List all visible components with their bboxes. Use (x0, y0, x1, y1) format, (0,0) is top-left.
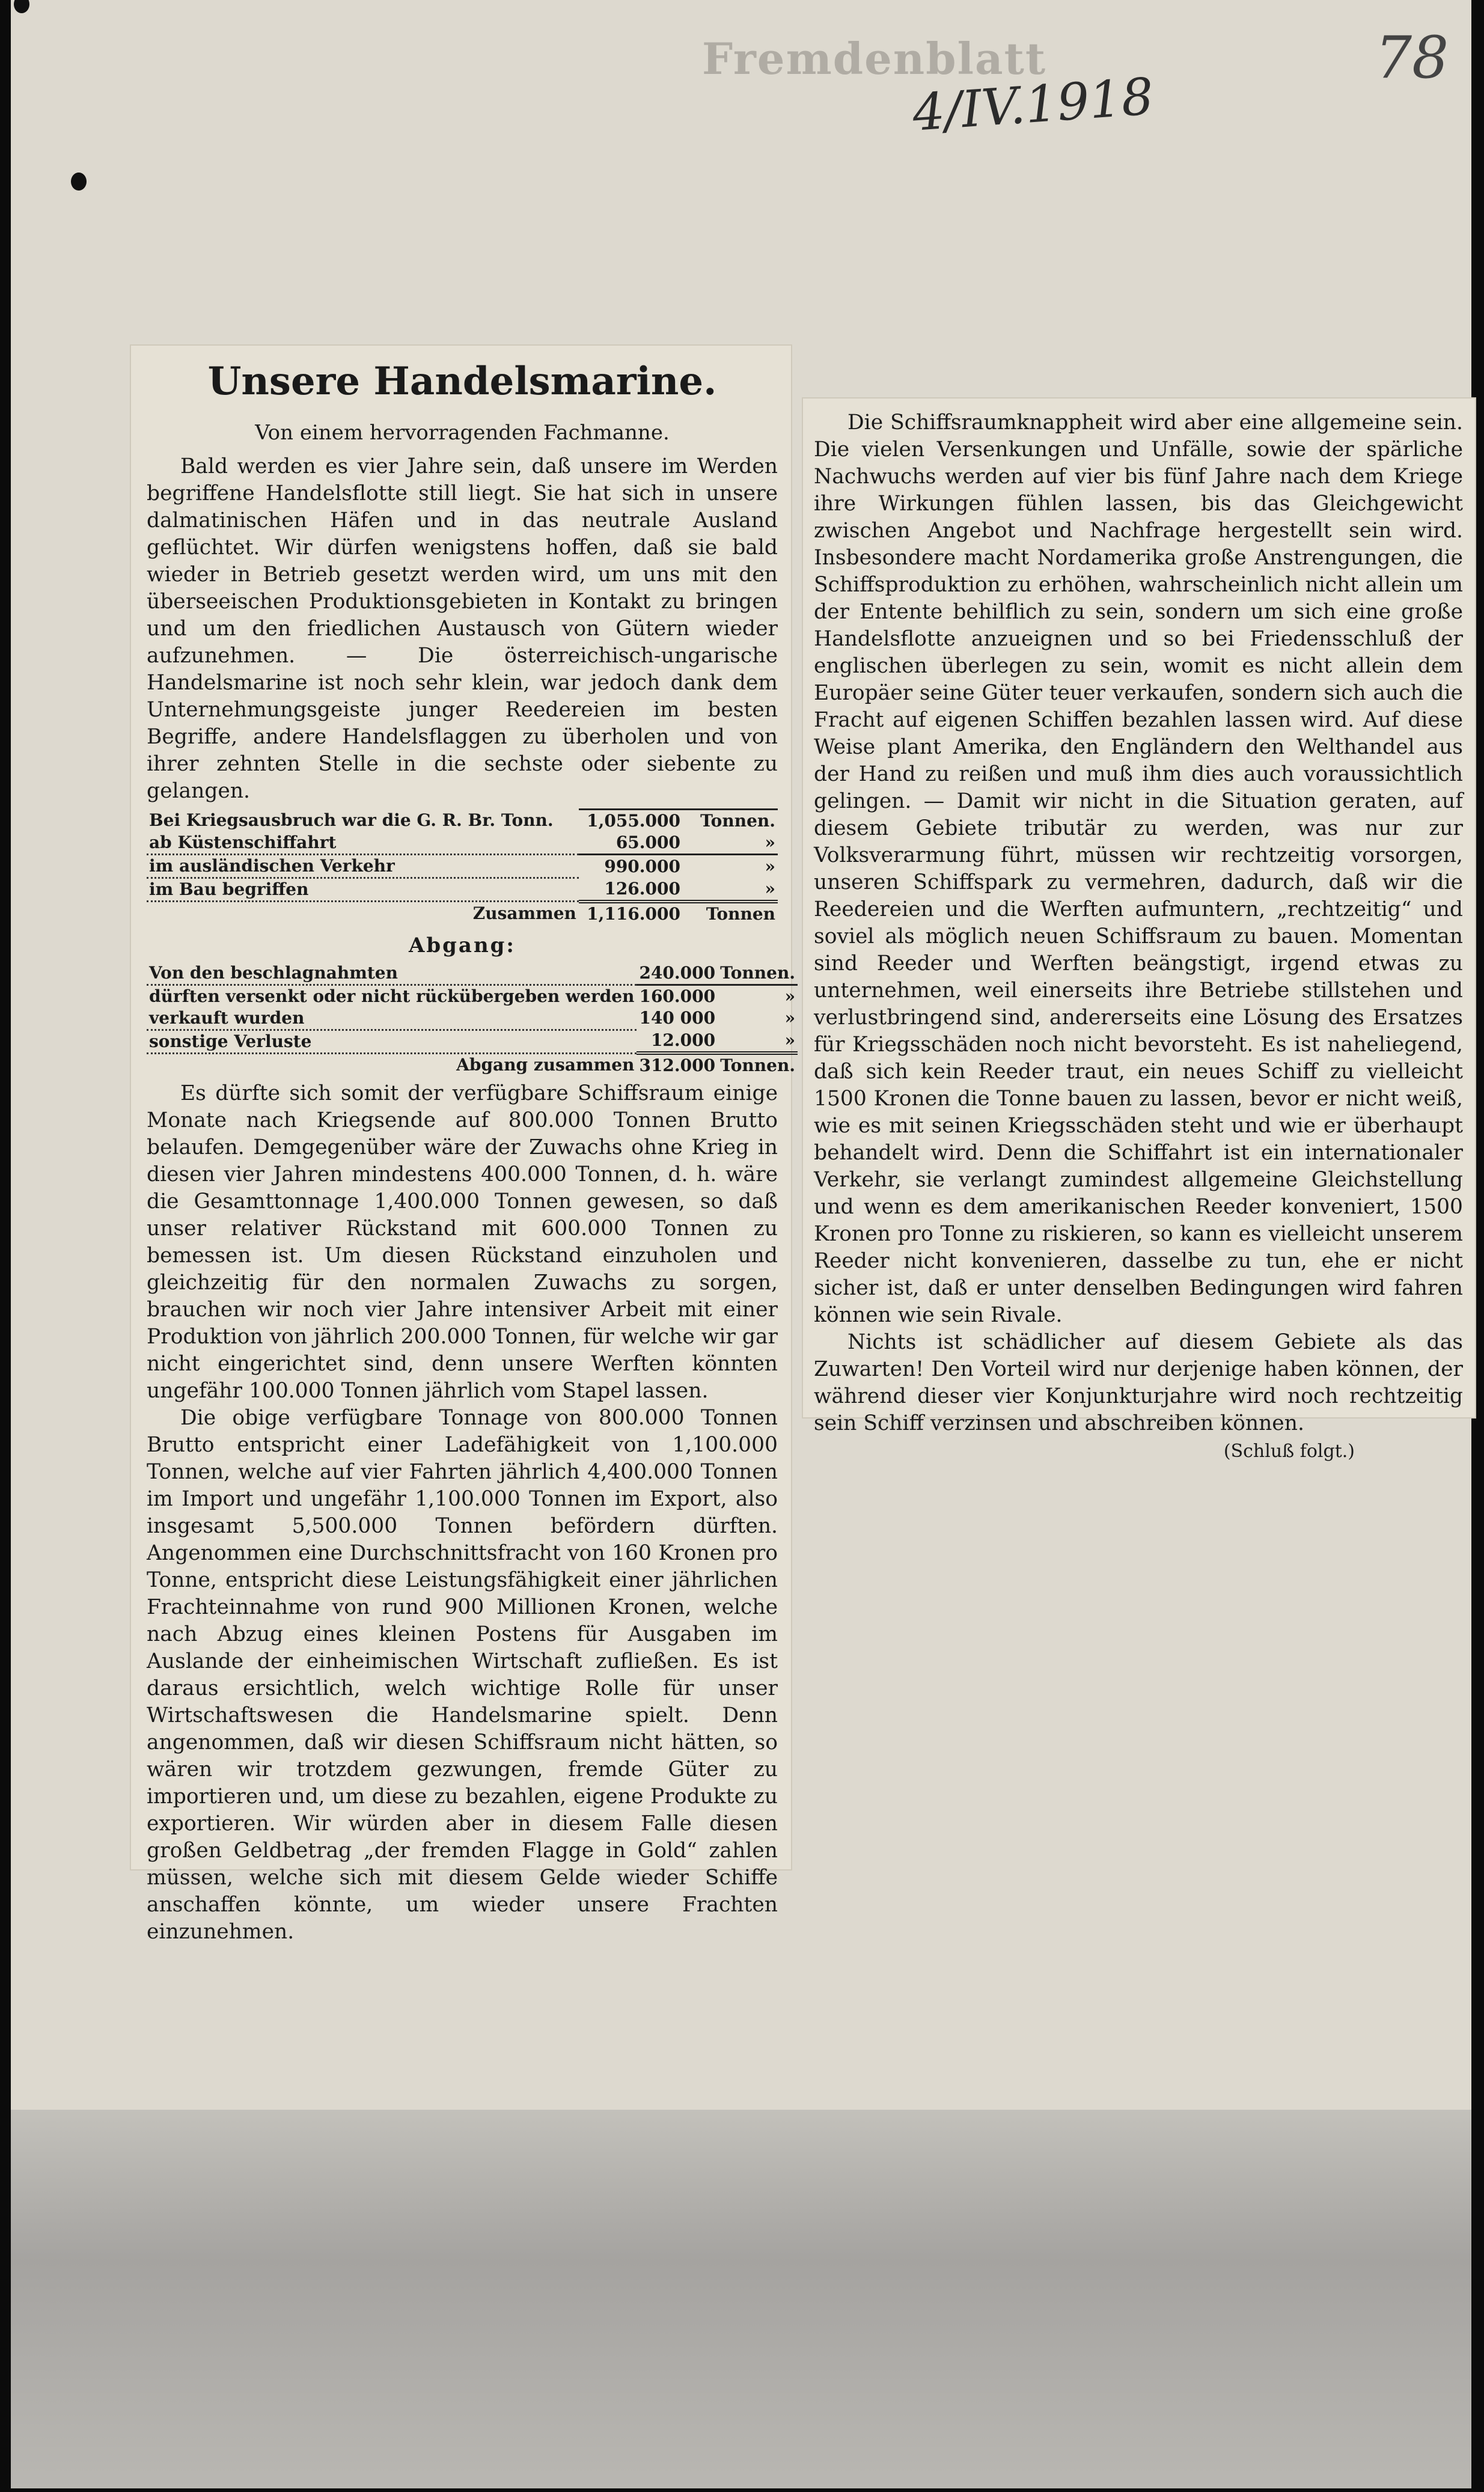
article-paragraph: Es dürfte sich somit der verfügbare Schiffsraum einige Monate nach Kriegsende auf 800.000 Tonnen Brutto belaufen. Demgegenüber wäre der Zuwachs ohne Krieg in diesen vier Jahren mindestens 400.000 Tonnen, d. h. wäre die Gesamttonnage 1,400.000 Tonnen gewesen, so daß unser relativer Rückstand mit 600.000 Tonnen zu bemessen ist. Um diesen Rückstand einzuholen und gleichzeitig für den normalen Zuwachs zu sorgen, brauchen wir noch vier Jahre intensiver Arbeit mit einer Produktion von jährlich 200.000 Tonnen, für welche wir gar nicht eingerichtet sind, denn unsere Werften könnten ungefähr 100.000 Tonnen jährlich vom Stapel lassen. (147, 1081, 778, 1403)
punch-hole-icon (71, 173, 87, 191)
table-row (147, 962, 798, 985)
row-label: Bei Kriegsausbruch war die G. R. Br. Tonn. (149, 810, 554, 831)
table-row (147, 832, 778, 855)
row-unit: Tonnen. (718, 1053, 798, 1077)
row-value: 240.000 (639, 962, 716, 983)
row-value: 312.000 (637, 1053, 718, 1077)
row-unit: » (765, 832, 775, 852)
row-label: Von den beschlagnahmten (147, 962, 637, 985)
row-value: 990.000 (579, 855, 683, 878)
row-unit: Tonnen. (683, 810, 778, 832)
row-unit: » (784, 1008, 796, 1028)
article-intro: Bald werden es vier Jahre sein, daß unsere im Werden begriffene Handelsflotte still liegt. Sie hat sich in unsere dalmatinischen Häfen und in das neutrale Ausland geflüchtet. Wir dürfen wenigstens hoffen, daß sie bald wieder in Betrieb gesetzt werden wird, um uns mit den überseeischen Produktionsgebieten in Kontakt zu bringen und um den friedlichen Austausch von Gütern wieder aufzunehmen. — Die österreichisch-ungarische Handelsmarine ist noch sehr klein, war jedoch dank dem Unternehmungsgeiste junger Reedereien im besten Begriffe, andere Handelsflaggen zu überholen und von ihrer zehnten Stelle in die sechste oder siebente zu gelangen. (147, 454, 778, 803)
row-label: verkauft wurden (147, 1007, 637, 1030)
table-row (147, 902, 778, 925)
article-paragraph: Nichts ist schädlicher auf diesem Gebiete als das Zuwarten! Den Vorteil wird nur derjenige haben können, der während dieser vier Konjunkturjahre wird noch rechtzeitig sein Schiff verzinsen und abschreiben können. (814, 1330, 1463, 1435)
row-label: sonstige Verluste (147, 1030, 637, 1053)
row-value: 126.000 (604, 878, 680, 899)
stock-table (147, 808, 778, 925)
row-unit: » (683, 855, 778, 878)
archive-sheet (11, 0, 1471, 2488)
to-be-continued-note: (Schluß folgt.) (1223, 1441, 1355, 1462)
row-unit: » (784, 1030, 796, 1050)
row-label: ab Küstenschiffahrt (147, 832, 579, 855)
handwritten-date: 4/IV.1918 (911, 67, 1156, 142)
row-label: im Bau begriffen (147, 878, 579, 902)
row-label: Zusammen (472, 903, 576, 923)
clipping-column-1 (131, 346, 796, 1944)
row-value: 140 000 (639, 1008, 716, 1028)
punch-hole-icon (14, 0, 29, 13)
clipping-column-2 (803, 399, 1475, 1462)
row-value: 160.000 (637, 985, 718, 1007)
table-row (147, 878, 778, 902)
table-row (147, 1053, 798, 1077)
article-byline: Von einem hervorragenden Fachmanne. (255, 421, 670, 445)
table-row (147, 1030, 798, 1053)
row-unit: Tonnen. (720, 962, 796, 983)
row-label: dürften versenkt oder nicht rückübergeben werden (149, 986, 635, 1006)
article-paragraph: Die obige verfügbare Tonnage von 800.000 Tonnen Brutto entspricht einer Ladefähigkeit von 1,100.000 Tonnen, welche auf vier Fahrten jährlich 4,400.000 Tonnen im Import und ungefähr 1,100.000 Tonnen im Export, also insgesamt 5,500.000 Tonnen befördern dürften. Angenommen eine Durchschnittsfracht von 160 Kronen pro Tonne, entspricht diese Leistungsfähigkeit einer jährlichen Frachteinnahme von rund 900 Millionen Kronen, welche nach Abzug eines kleinen Postens für Ausgaben im Auslande der einheimischen Wirtschaft zufließen. Es ist daraus ersichtlich, welch wichtige Rolle für unser Wirtschaftswesen die Handelsmarine spielt. Denn angenommen, daß wir diesen Schiffsraum nicht hätten, so wären wir trotzdem gezwungen, fremde Güter zu importieren und, um diese zu bezahlen, eigene Produkte zu exportieren. Wir würden aber in diesem Falle diesen großen Geldbetrag „der fremden Flagge in Gold“ zahlen müssen, welche sich mit diesem Gelde wieder Schiffe anschaffen könnte, um wieder unsere Frachten einzunehmen. (147, 1406, 778, 1944)
sheet-fold-shadow (11, 2110, 1471, 2488)
row-label: im ausländischen Verkehr (147, 855, 579, 878)
row-unit: » (718, 985, 798, 1007)
row-value: 65.000 (615, 832, 680, 852)
row-label: Abgang zusammen (456, 1055, 635, 1075)
loss-table (147, 962, 798, 1077)
article-paragraph: Die Schiffsraumknappheit wird aber eine allgemeine sein. Die vielen Versenkungen und Unfälle, sowie der spärliche Nachwuchs werden auf vier bis fünf Jahre nach dem Kriege ihre Wirkungen fühlen lassen, bis das Gleichgewicht zwischen Angebot und Nachfrage hergestellt sein wird. Insbesondere macht Nordamerika große Anstrengungen, die Schiffsproduktion zu erhöhen, wahrscheinlich nicht allein um der Entente behilflich zu sein, sondern um sich eine große Handelsflotte anzueignen und so bei Friedensschluß der englischen überlegen zu sein, womit es nicht allein dem Europäer seine Güter teuer verkaufen, sondern sich auch die Fracht auf eigenen Schiffen bezahlen lassen wird. Auf diese Weise plant Amerika, den Engländern den Welthandel aus der Hand zu reißen und muß ihm dies auch voraussichtlich gelingen. — Damit wir nicht in die Situation geraten, auf diesem Gebiete tributär zu werden, was nur zur Volksverarmung führt, müssen wir rechtzeitig vorsorgen, unseren Schiffspark zu vermehren, dadurch, daß wir die Reedereien und die Werften aufmuntern, „rechtzeitig“ und soviel als möglich neuen Schiffsraum zu bauen. Momentan sind Reeder und Werften beängstigt, irgend etwas zu unternehmen, weil einerseits ihre Betriebe stillstehen und verlustbringend sind, andererseits eine Lösung des Ersatzes für Kriegsschäden noch nicht bevorsteht. Es ist naheliegend, daß sich kein Reeder traut, ein neues Schiff zu vielleicht 1500 Kronen die Tonne bauen zu lassen, bevor er nicht weiß, wie es mit seinen Kriegsschäden steht und wie er überhaupt behandelt wird. Denn die Schiffahrt ist ein internationaler Verkehr, sie verlangt zumindest allgemeine Gleichstellung und wenn es dem amerikanischen Reeder konveniert, 1500 Kronen pro Tonne zu riskieren, so kann es vielleicht unserem Reeder nicht konvenieren, dasselbe zu tun, ehe er nicht sicher ist, daß er unter denselben Bedingungen wird fahren können wie sein Rivale. (814, 411, 1463, 1327)
row-unit: Tonnen (683, 902, 778, 925)
article-title: Unsere Handelsmarine. (207, 359, 717, 404)
table-row (147, 985, 798, 1007)
table-row (147, 810, 778, 832)
table-row (147, 1007, 798, 1030)
page-number: 78 (1375, 24, 1449, 91)
row-value: 1,055.000 (579, 810, 683, 832)
row-value: 12.000 (650, 1030, 716, 1050)
row-unit: » (765, 878, 775, 899)
row-value: 1,116.000 (579, 902, 683, 925)
newspaper-stamp: Fremdenblatt (702, 33, 1047, 84)
section-heading: Abgang: (408, 933, 516, 957)
table-row (147, 855, 778, 878)
